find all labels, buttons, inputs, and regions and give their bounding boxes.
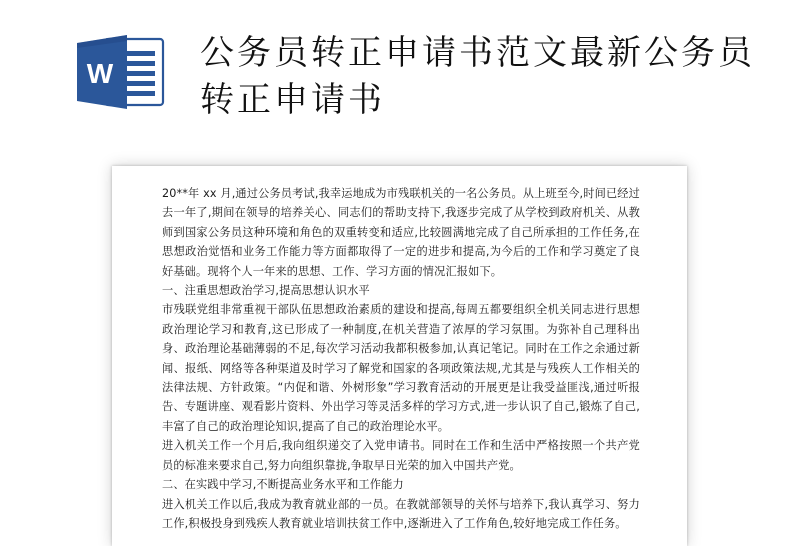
paragraph-intro: 20**年 xx 月,通过公务员考试,我幸运地成为市残联机关的一名公务员。从上班至今,时间已经过去一年了,期间在领导的培养关心、同志们的帮助支持下,我逐步完成了从学校到政府机关、从教师到国家公务员这种环境和角色的双重转变和适应,比较圆满地完成了自己所承担的工作任务,在思想政治觉悟和业务工作能力等方面都取得了一定的进步和提高,为今后的工作和学习奠定了良好基础。现将个人一年来的思想、工作、学习方面的情况汇报如下。	[162, 187, 640, 278]
heading-section-2: 二、在实践中学习,不断提高业务水平和工作能力	[162, 478, 404, 492]
paragraph-section-2: 进入机关工作以后,我成为教育就业部的一员。在教就部领导的关怀与培养下,我认真学习、努力工作,积极投身到残疾人教育就业培训扶贫工作中,逐渐进入了工作角色,较好地完成工作任务。	[162, 497, 640, 530]
document-body	[162, 184, 640, 533]
word-icon-letter: W	[86, 58, 114, 89]
paragraph-party-application: 进入机关工作一个月后,我向组织递交了入党申请书。同时在工作和生活中严格按照一个共产党员的标准来要求自己,努力向组织靠拢,争取早日光荣的加入中国共产党。	[162, 439, 640, 472]
page-title: 公务员转正申请书范文最新公务员转正申请书	[200, 33, 755, 120]
word-icon	[75, 33, 167, 111]
document-page	[112, 166, 687, 546]
heading-section-1: 一、注重思想政治学习,提高思想认识水平	[162, 284, 370, 298]
paragraph-section-1: 市残联党组非常重视干部队伍思想政治素质的建设和提高,每周五都要组织全机关同志进行思想政治理论学习和教育,这已形成了一种制度,在机关营造了浓厚的学习氛围。为弥补自己理科出身、政治理论基础薄弱的不足,每次学习活动我都积极参加,认真记笔记。同时在工作之余通过新闻、报纸、网络等各种渠道及时学习了解党和国家的各项政策法规,尤其是与残疾人工作相关的法律法规、方针政策。“内促和谐、外树形象”学习教育活动的开展更是让我受益匪浅,通过听报告、专题讲座、观看影片资料、外出学习等灵活多样的学习方式,进一步认识了自己,锻炼了自己,丰富了自己的政治理论知识,提高了自己的政治理论水平。	[162, 303, 640, 433]
